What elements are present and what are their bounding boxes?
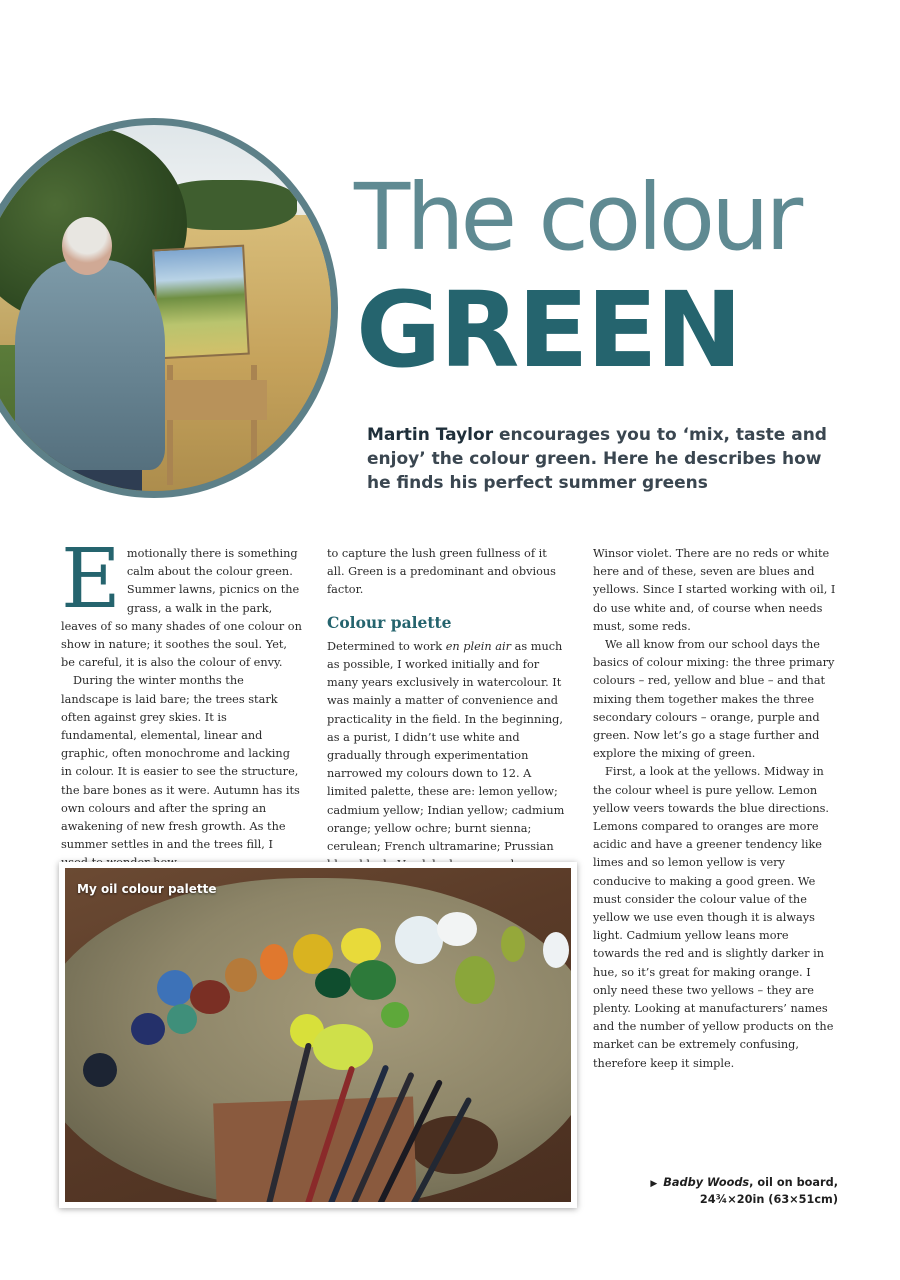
image-caption: ▶ Badby Woods, oil on board, 24¾×20in (63×51cm) [620, 1175, 838, 1208]
palette-photo-caption: My oil colour palette [77, 882, 217, 896]
easel-painting [152, 245, 250, 360]
palette-photo-frame [59, 862, 577, 1208]
standfirst-text: encourages you to ‘mix, taste and enjoy’ the colour green. Here he describes how he finds his perfect summer greens [367, 425, 827, 493]
paragraph: to capture the lush green fullness of it all. Green is a predominant and obvious factor. [327, 547, 556, 597]
painting-title: Badby Woods [663, 1176, 750, 1189]
subheading-colour-palette: Colour palette [327, 612, 452, 632]
paragraph: Emotionally there is something calm about the colour green. Summer lawns, picnics on the grass, a walk in the park, leaves of so many shades of one colour on show in nature; it soothes the soul. Yet, be careful, it is also the colour of envy. [61, 532, 302, 670]
paragraph: Determined to work en plein air as much as possible, I worked initially and for many years exclusively in watercolour. It was mainly a matter of convenience and practicality in the field. In the beginning, as a purist, I didn’t use white and gradually through experimentation narrowed my colours down to 12. A limited palette, these are: lemon yellow; cadmium yellow; Indian yellow; cadmium orange; yellow ochre; burnt sienna; cerulean; French ultramarine; Prussian [327, 639, 565, 854]
paragraph: During the winter months the landscape is laid bare; the trees stark often against grey skies. It is fundamental, elemental, linear and graphic, often monochrome and lacking in colour. It is easier to see the structure, the bare bones as it were. Autumn has its own colours and after the spring an awakening of new fresh growth. As the summer settles in and the trees fill, I [61, 674, 300, 852]
standfirst [367, 424, 837, 495]
painter-photo [0, 118, 338, 498]
title-line-1: The colour [354, 164, 800, 271]
column-2 [327, 545, 567, 874]
title-line-2: GREEN [356, 269, 741, 391]
paragraph: First, a look at the yellows. Midway in the colour wheel is pure yellow. Lemon yellow veers towards the blue directions. Lemons compared to oranges are more acidic and have a greener tendency like limes and so lemon yellow is very conducive to making a good green. We must consider the colour value of the yellow we use even though it is always light. Cadmium yellow leans more towards the red and is slightly darker in hue, so it’s great for making orange. I only need these two yellows – they are plenty. Looking at manufacturers’ names and the number of yellow products on the market can be extremely confusing, therefore keep it simple. [593, 765, 834, 1070]
palette-photo [65, 868, 571, 1202]
paragraph: Winsor violet. There are no reds or white here and of these, seven are blues and yellows. Since I started working with oil, I do use white and, of course when needs must, some reds. [593, 547, 836, 633]
caption-arrow-icon: ▶ [650, 1179, 658, 1189]
paragraph: We all know from our school days the basics of colour mixing: the three primary colours – red, yellow and blue – and that mixing them together makes the three secondary colours – orange, purple and green. Now let’s go a stage further and explore the mixing of green. [593, 638, 835, 761]
column-3 [593, 545, 837, 1073]
column-1 [61, 532, 303, 873]
dropcap: E [61, 532, 121, 627]
painting-size: 24¾×20in (63×51cm) [699, 1193, 838, 1206]
author-name: Martin Taylor [367, 425, 494, 445]
